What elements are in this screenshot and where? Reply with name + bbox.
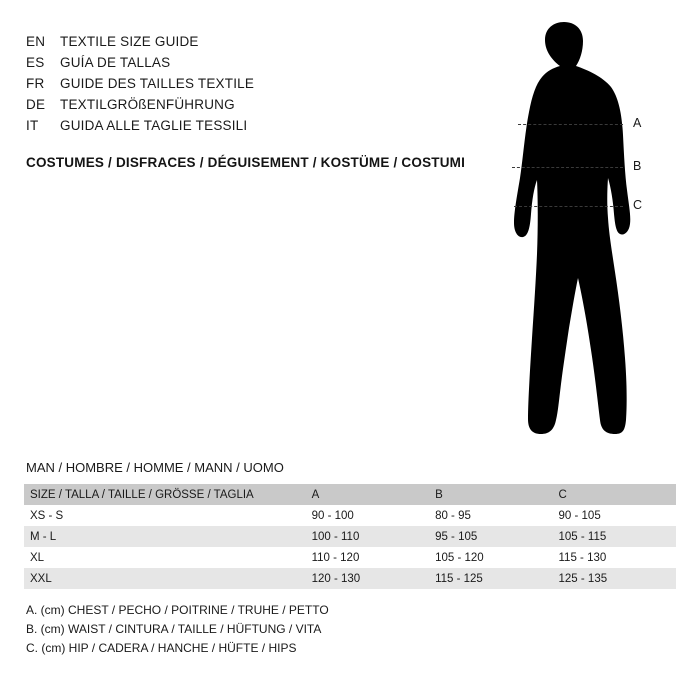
table-header-size: SIZE / TALLA / TAILLE / GRÖSSE / TAGLIA <box>30 488 254 501</box>
cell-a: 120 - 130 <box>311 572 361 585</box>
cell-a: 110 - 120 <box>311 551 360 564</box>
language-code: IT <box>26 118 39 133</box>
costumes-subtitle: COSTUMES / DISFRACES / DÉGUISEMENT / KOSTÜME / COSTUMI <box>26 155 466 170</box>
measure-label-a: A <box>633 116 642 130</box>
cell-c: 90 - 105 <box>558 509 601 522</box>
language-code: EN <box>26 34 46 49</box>
table-header-c: C <box>558 488 567 501</box>
cell-a: 100 - 110 <box>311 530 360 543</box>
legend-item-a: A. (cm) CHEST / PECHO / POITRINE / TRUHE / PETTO <box>26 603 329 617</box>
table-row <box>24 568 676 589</box>
cell-size: XS - S <box>30 509 64 522</box>
cell-size: XXL <box>30 572 52 585</box>
language-row <box>26 118 466 139</box>
measure-line-a <box>518 124 623 125</box>
size-table <box>24 484 676 589</box>
measure-line-b <box>512 167 623 168</box>
cell-a: 90 - 100 <box>311 509 354 522</box>
cell-b: 95 - 105 <box>435 530 478 543</box>
body-figure <box>470 20 680 440</box>
cell-size: M - L <box>30 530 57 543</box>
language-row <box>26 34 466 55</box>
measure-label-c: C <box>633 198 643 212</box>
measurement-legend <box>26 601 329 658</box>
cell-c: 115 - 130 <box>558 551 607 564</box>
cell-size: XL <box>30 551 45 564</box>
language-code: FR <box>26 76 45 91</box>
measure-line-c <box>514 206 623 207</box>
language-text: TEXTILGRÖßENFÜHRUNG <box>60 97 235 112</box>
language-row <box>26 76 466 97</box>
table-header-b: B <box>435 488 443 501</box>
cell-b: 105 - 120 <box>435 551 484 564</box>
legend-item-b: B. (cm) WAIST / CINTURA / TAILLE / HÜFTUNG / VITA <box>26 622 322 636</box>
language-list <box>26 34 466 139</box>
legend-item-c: C. (cm) HIP / CADERA / HANCHE / HÜFTE / HIPS <box>26 641 297 655</box>
table-header-a: A <box>311 488 320 501</box>
table-header-row <box>24 484 676 505</box>
language-text: TEXTILE SIZE GUIDE <box>60 34 199 49</box>
table-row <box>24 547 676 568</box>
measure-label-b: B <box>633 159 642 173</box>
cell-c: 105 - 115 <box>558 530 607 543</box>
cell-b: 80 - 95 <box>435 509 471 522</box>
language-text: GUIDE DES TAILLES TEXTILE <box>60 76 255 91</box>
cell-c: 125 - 135 <box>558 572 608 585</box>
language-text: GUIDA ALLE TAGLIE TESSILI <box>60 118 248 133</box>
language-code: ES <box>26 55 45 70</box>
language-row <box>26 97 466 118</box>
language-text: GUÍA DE TALLAS <box>60 55 171 70</box>
cell-b: 115 - 125 <box>435 572 483 585</box>
language-code: DE <box>26 97 46 112</box>
table-title: MAN / HOMBRE / HOMME / MANN / UOMO <box>26 460 284 475</box>
table-row <box>24 505 676 526</box>
language-row <box>26 55 466 76</box>
table-row <box>24 526 676 547</box>
male-silhouette-icon <box>470 20 680 440</box>
